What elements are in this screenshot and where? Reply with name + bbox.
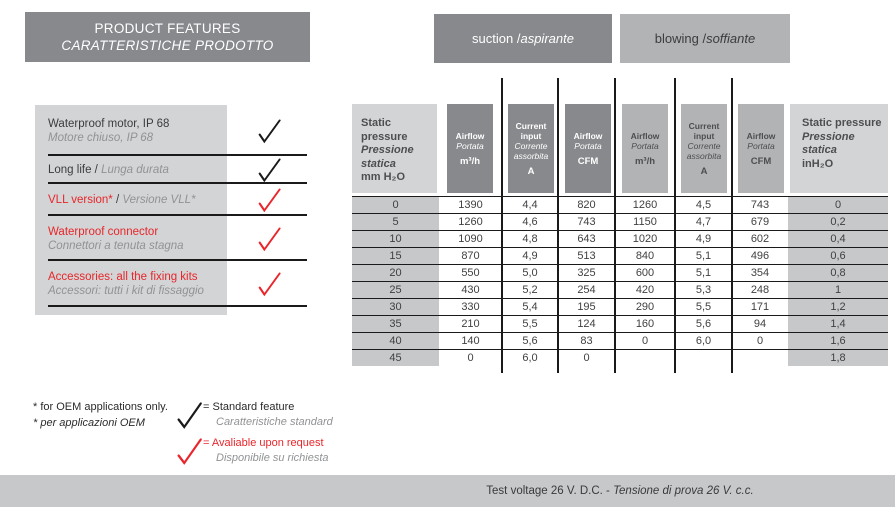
product-features-header [25,12,310,62]
current-unit: A [700,165,708,177]
oem-footnote-it: * per applicazioni OEM [33,417,145,429]
feature-check-cell [227,156,310,184]
table-row [352,333,888,350]
feature-check-cell [227,261,310,307]
feature-label-it: Accessori: tutti i kit di fissaggio [48,285,204,297]
value-cell: 6,0 [695,335,712,347]
static-pressure-label-it: Pressione statica [802,130,855,156]
value-cell: 496 [750,250,770,262]
feature-label [35,184,227,216]
value-cell: 550 [461,267,480,279]
oem-footnote-en: * for OEM applications only. [33,401,168,413]
suction-mode-header [434,14,612,63]
feature-row-long-life [35,156,310,184]
value-cell: 1260 [458,216,483,228]
value-cell [615,350,675,367]
feature-label-en: Long life [48,164,92,176]
value-cell: 94 [753,318,767,330]
feature-label [35,156,227,184]
value-cell: 325 [577,267,596,279]
airflow-unit: CFM [750,155,772,167]
value-cell: 1390 [458,199,483,211]
value-cell: 5,4 [522,301,538,313]
static-pressure-cell: 1,8 [788,350,888,367]
feature-label-en: Waterproof connector [48,225,159,238]
airflow-label-it: Portata [574,140,602,151]
value-cell: 5,0 [522,267,538,279]
value-cell: 1020 [632,233,658,245]
feature-label-separator: / [91,164,102,176]
airflow-label-en: Airflow [630,130,660,141]
airflow-unit: m³/h [459,155,481,167]
blowing-airflow-cfm-header [738,104,784,193]
blowing-label-it: soffiante [706,31,756,46]
value-cell: 4,5 [695,199,712,211]
value-cell: 290 [635,301,655,313]
check-icon [257,157,281,183]
current-unit: A [527,165,535,177]
value-cell: 124 [577,318,596,330]
value-cell: 195 [577,301,596,313]
feature-row-waterproof-motor [35,105,310,156]
value-cell: 1260 [632,199,658,211]
suction-airflow-m3h-header [447,104,493,193]
check-icon [257,187,281,213]
feature-label-it: Lunga durata [101,164,169,176]
suction-label-en: suction / [472,31,521,46]
value-cell: 248 [750,284,770,296]
static-pressure-cell: 5 [352,214,439,231]
static-pressure-unit-inh2o: inH₂O [802,157,834,170]
static-pressure-cell: 1,4 [788,316,888,333]
table-row [352,316,888,333]
current-label-en: Current input [688,120,720,141]
table-row [352,214,888,231]
value-cell: 1150 [633,216,657,228]
static-pressure-cell: 45 [352,350,439,367]
product-features-title-en: PRODUCT FEATURES [94,21,241,36]
value-cell [732,350,788,367]
upon-request-legend [203,436,329,466]
static-pressure-cell: 15 [352,248,439,265]
airflow-label-en: Airflow [573,130,603,141]
suction-label-it: aspirante [520,31,574,46]
value-cell: 820 [577,199,596,211]
test-voltage-text [352,475,888,507]
value-cell: 5,1 [695,267,712,279]
suction-current-header [508,104,554,193]
table-row [352,231,888,248]
performance-table-body [352,197,888,367]
table-row [352,265,888,282]
check-icon [257,118,281,144]
feature-label-it: Motore chiuso, IP 68 [48,131,154,144]
value-cell: 5,6 [522,335,538,347]
standard-feature-legend [203,400,333,430]
airflow-label-it: Portata [747,140,775,151]
table-row [352,282,888,299]
value-cell: 4,6 [522,216,538,228]
table-row [352,248,888,265]
value-cell: 1090 [458,233,483,245]
static-pressure-cell: 0 [352,197,439,214]
static-pressure-cell: 0,2 [788,214,888,231]
value-cell: 0 [641,335,649,347]
airflow-label-it: Portata [631,140,659,151]
static-pressure-cell: 10 [352,231,439,248]
table-row [352,197,888,214]
airflow-unit: m³/h [634,155,656,167]
value-cell: 171 [750,301,770,313]
upon-request-legend-en: = Avaliable upon request [203,437,324,449]
current-label-en: Current input [515,120,547,141]
feature-row-accessories [35,261,310,307]
airflow-label-it: Portata [456,140,484,151]
check-icon [257,226,281,252]
value-cell: 4,9 [522,250,538,262]
static-pressure-cell: 1,6 [788,333,888,350]
feature-row-waterproof-connector [35,216,310,261]
value-cell: 5,5 [522,318,538,330]
static-pressure-cell: 0,6 [788,248,888,265]
value-cell: 330 [461,301,480,313]
check-icon [257,271,281,297]
feature-check-cell [227,184,310,216]
value-cell: 160 [635,318,655,330]
value-cell: 602 [750,233,770,245]
static-pressure-header-right [790,104,888,193]
value-cell: 743 [577,216,596,228]
static-pressure-cell: 20 [352,265,439,282]
performance-table [352,196,888,366]
value-cell: 840 [635,250,655,262]
standard-feature-legend-it: Caratteristiche standard [216,416,333,428]
airflow-label-en: Airflow [455,130,485,141]
value-cell: 210 [461,318,480,330]
current-label-it: Corrente assorbita [686,140,722,161]
static-pressure-cell: 1,2 [788,299,888,316]
static-pressure-header-left [352,104,437,193]
check-icon [176,437,202,466]
static-pressure-cell: 30 [352,299,439,316]
value-cell: 140 [461,335,480,347]
value-cell: 679 [750,216,770,228]
static-pressure-label-en: Static pressure [802,117,882,129]
feature-label [35,216,227,261]
value-cell: 743 [750,199,770,211]
oem-footnote [33,399,168,431]
standard-feature-legend-en: = Standard feature [203,401,295,413]
value-cell: 4,8 [522,233,538,245]
value-cell [675,350,732,367]
feature-label-en: Accessories: all the fixing kits [48,271,198,283]
feature-label [35,261,227,307]
airflow-label-en: Airflow [746,130,776,141]
static-pressure-cell: 35 [352,316,439,333]
value-cell: 420 [635,284,655,296]
value-cell: 0 [467,352,474,364]
value-cell: 5,3 [695,284,712,296]
current-label-it: Corrente assorbita [513,140,549,161]
feature-label-separator: / [112,194,123,206]
value-cell: 4,9 [695,233,712,245]
static-pressure-cell: 0,4 [788,231,888,248]
table-row [352,299,888,316]
value-cell: 870 [461,250,480,262]
value-cell: 4,7 [695,216,712,228]
test-voltage-en: Test voltage 26 V. D.C. - [486,485,614,497]
value-cell: 600 [635,267,655,279]
static-pressure-cell: 40 [352,333,439,350]
value-cell: 83 [580,335,593,347]
table-row [352,350,888,367]
static-pressure-cell: 0,8 [788,265,888,282]
airflow-unit: CFM [577,155,599,167]
features-list [35,105,310,315]
value-cell: 254 [577,284,596,296]
blowing-label-en: blowing / [654,31,707,46]
value-cell: 430 [461,284,480,296]
blowing-airflow-m3h-header [622,104,668,193]
value-cell: 5,6 [695,318,712,330]
suction-airflow-cfm-header [565,104,611,193]
static-pressure-unit-mmh2o: mm H₂O [361,171,406,183]
feature-label-it: Versione VLL* [122,194,196,206]
upon-request-legend-it: Disponibile su richiesta [216,452,329,464]
static-pressure-cell: 25 [352,282,439,299]
feature-check-cell [227,105,310,156]
check-icon [176,401,202,430]
feature-label-it: Connettori a tenuta stagna [48,239,184,252]
static-pressure-label-en: Static pressure [361,117,408,143]
features-list-bottom-pad [35,307,227,315]
feature-check-cell [227,216,310,261]
blowing-current-header [681,104,727,193]
value-cell: 5,1 [695,250,712,262]
value-cell: 0 [756,335,764,347]
test-voltage-it: Tensione di prova 26 V. c.c. [613,485,754,497]
value-cell: 513 [577,250,596,262]
feature-label-en: Waterproof motor, IP 68 [48,117,170,130]
value-cell: 5,5 [695,301,712,313]
feature-label [35,105,227,156]
static-pressure-label-it: Pressione statica [361,144,414,170]
value-cell: 4,4 [522,199,538,211]
feature-label-en: VLL version* [48,194,113,206]
value-cell: 0 [583,352,590,364]
product-features-title-it: CARATTERISTICHE PRODOTTO [61,38,274,53]
static-pressure-cell: 0 [788,197,888,214]
value-cell: 6,0 [522,352,538,364]
feature-row-vll-version [35,184,310,216]
value-cell: 354 [750,267,770,279]
value-cell: 643 [577,233,596,245]
static-pressure-cell: 1 [788,282,888,299]
value-cell: 5,2 [522,284,538,296]
blowing-mode-header [620,14,790,63]
